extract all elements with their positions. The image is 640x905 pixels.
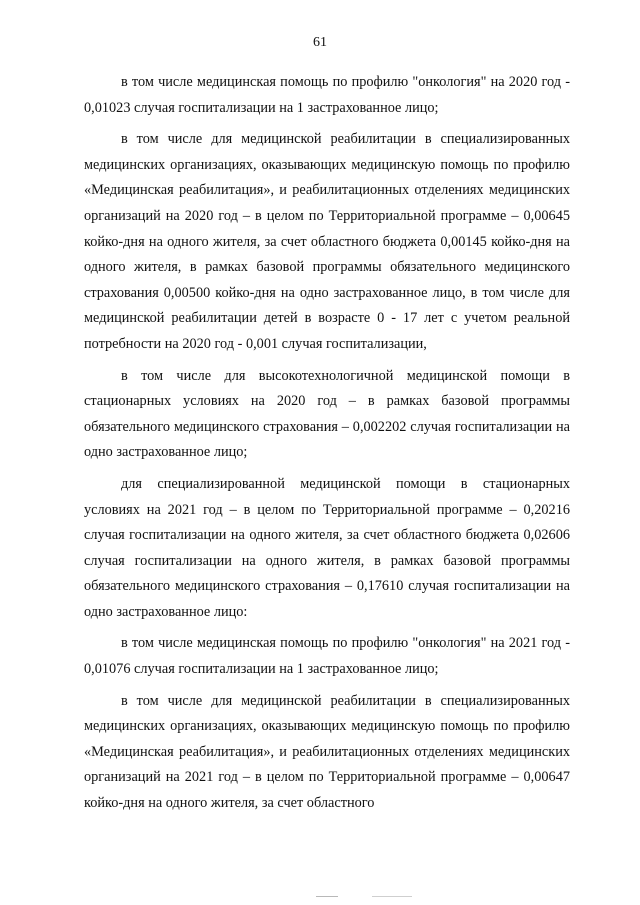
paragraph-rehabilitation-2021: в том числе для медицинской реабилитации в специализированных медицинских организациях, оказывающих медицинскую помощь по профилю «Медицинская реабилитация», и реабилитационных отделениях медицинских организаций на 2021 год – в целом по Территориальной программе – 0,00647 койко-дня на одного жителя, за счет областного bbox=[84, 692, 570, 812]
paragraph-high-tech-2020: в том числе для высокотехнологичной медицинской помощи в стационарных условиях на 2020 год – в рамках базовой программы обязательного медицинского страхования – 0,002202 случая госпитализации на одно застрахованное лицо; bbox=[84, 367, 570, 461]
paragraph-rehabilitation-2020: в том числе для медицинской реабилитации в специализированных медицинских организациях, оказывающих медицинскую помощь по профилю «Медицинская реабилитация», и реабилитационных отделениях медицинских организаций на 2020 год – в целом по Территориальной программе – 0,00645 койко-дня на одного жителя, за счет областного бюджета 0,00145 койко-дня на одного жителя, в рамках базовой программы обязательного медицинского страхования 0,00500 койко-дня на одно застрахованное лицо, в том числе для медицинской реабилитации детей в возрасте 0 - 17 лет с учетом реальной потребности на 2020 год - 0,001 случая госпитализации, bbox=[84, 131, 570, 352]
paragraph-oncology-2020: в том числе медицинская помощь по профилю "онкология" на 2020 год - 0,01023 случая госпитализации на 1 застрахованное лицо; bbox=[84, 74, 570, 116]
scan-artifact-line bbox=[316, 896, 338, 897]
paragraph-oncology-2021: в том числе медицинская помощь по профилю "онкология" на 2021 год - 0,01076 случая госпитализации на 1 застрахованное лицо; bbox=[84, 635, 570, 678]
document-body bbox=[84, 70, 570, 823]
page-number: 61 bbox=[313, 35, 327, 50]
paragraph-specialized-2021: для специализированной медицинской помощи в стационарных условиях на 2021 год – в целом по Территориальной программе – 0,20216 случая госпитализации на одного жителя, за счет областного бюджета 0,02606 случая госпитализации на одного жителя, в рамках базовой программы обязательного медицинского страхования – 0,17610 случая госпитализации на одно застрахованное лицо: bbox=[84, 475, 570, 620]
scan-artifact-line bbox=[372, 896, 412, 897]
